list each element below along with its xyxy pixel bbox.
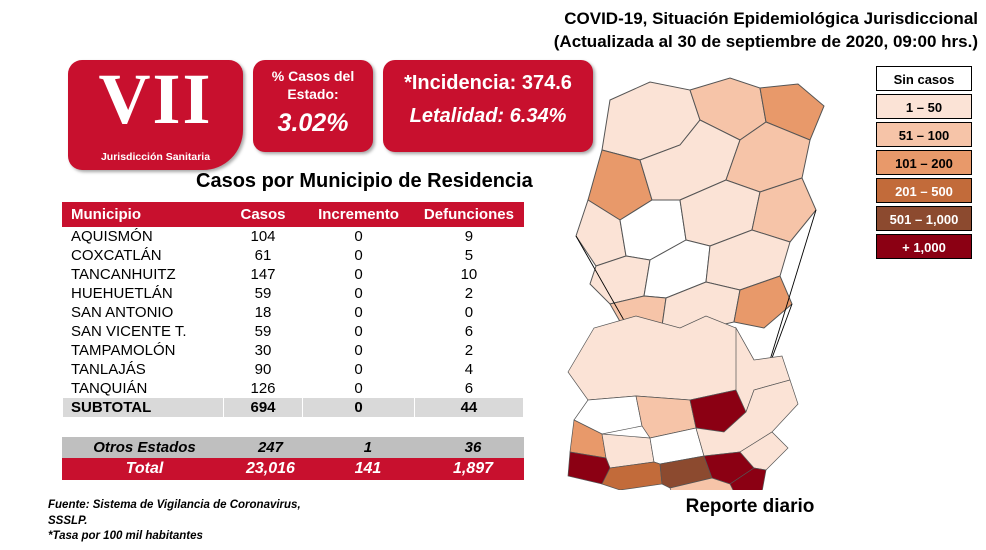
- legend-item: 1 – 50: [876, 94, 972, 119]
- table-row: [63, 227, 524, 247]
- cell-defunciones: 0: [414, 303, 523, 322]
- table-header-row: [63, 203, 524, 227]
- table-row: [63, 341, 524, 360]
- cell-defunciones: 4: [414, 360, 523, 379]
- title-line-1: COVID-19, Situación Epidemiológica Jurisdiccional: [564, 9, 978, 28]
- cell-municipio: HUEHUETLÁN: [63, 284, 224, 303]
- cell-incremento: 0: [303, 303, 415, 322]
- column-header-incremento: Incremento: [303, 203, 415, 227]
- state-region: [568, 316, 754, 400]
- lethality-value: Letalidad: 6.34%: [409, 105, 567, 127]
- cell-casos: 126: [223, 379, 302, 398]
- report-caption: Reporte diario: [685, 496, 815, 517]
- cell-subtotal-defunciones: 44: [414, 398, 523, 417]
- cell-defunciones: 6: [414, 322, 523, 341]
- cell-casos: 30: [223, 341, 302, 360]
- column-header-municipio: Municipio: [63, 203, 224, 227]
- cell-incremento: 0: [303, 265, 415, 284]
- table-row: [63, 379, 524, 398]
- map-legend: [876, 66, 972, 262]
- cell-incremento: 0: [303, 227, 415, 247]
- source-line-3: *Tasa por 100 mil habitantes: [48, 530, 203, 543]
- table-row-subtotal: [63, 398, 524, 417]
- summary-badges: [68, 60, 593, 170]
- cell-municipio: COXCATLÁN: [63, 246, 224, 265]
- cell-municipio: TANQUIÁN: [63, 379, 224, 398]
- cell-municipio: SAN VICENTE T.: [63, 322, 224, 341]
- cell-incremento: 0: [303, 284, 415, 303]
- cell-municipio: SAN ANTONIO: [63, 303, 224, 322]
- cell-total-defunciones: 1,897: [422, 458, 524, 480]
- cell-incremento: 0: [303, 379, 415, 398]
- legend-item: 101 – 200: [876, 150, 972, 175]
- cell-total-casos: 23,016: [227, 458, 314, 480]
- cell-otros-defunciones: 36: [422, 437, 524, 458]
- cases-by-municipality-table: [62, 202, 524, 417]
- state-percentage-badge: [253, 60, 373, 152]
- state-percentage-label: % Casos del Estado:: [271, 68, 355, 102]
- table-row-otros-estados: [62, 437, 524, 458]
- cell-municipio: AQUISMÓN: [63, 227, 224, 247]
- cell-municipio: TAMPAMOLÓN: [63, 341, 224, 360]
- cell-defunciones: 5: [414, 246, 523, 265]
- cell-incremento: 0: [303, 360, 415, 379]
- cell-incremento: 0: [303, 246, 415, 265]
- cell-municipio: TANLAJÁS: [63, 360, 224, 379]
- cell-incremento: 0: [303, 322, 415, 341]
- table-row-total: [62, 458, 524, 480]
- table-row: [63, 265, 524, 284]
- cell-total-label: Total: [62, 458, 227, 480]
- source-line-1: Fuente: Sistema de Vigilancia de Coronavirus,: [48, 499, 301, 511]
- cell-casos: 18: [223, 303, 302, 322]
- cell-otros-label: Otros Estados: [62, 437, 227, 458]
- legend-item: Sin casos: [876, 66, 972, 91]
- legend-item: 501 – 1,000: [876, 206, 972, 231]
- column-header-casos: Casos: [223, 203, 302, 227]
- cell-subtotal-label: SUBTOTAL: [63, 398, 224, 417]
- table-row: [63, 246, 524, 265]
- legend-item: 201 – 500: [876, 178, 972, 203]
- table-title: Casos por Municipio de Residencia: [196, 170, 533, 192]
- cell-defunciones: 2: [414, 284, 523, 303]
- cell-subtotal-casos: 694: [223, 398, 302, 417]
- cell-casos: 90: [223, 360, 302, 379]
- cell-otros-casos: 247: [227, 437, 314, 458]
- cell-casos: 104: [223, 227, 302, 247]
- cell-defunciones: 2: [414, 341, 523, 360]
- jurisdiction-map: [540, 60, 870, 490]
- cell-casos: 147: [223, 265, 302, 284]
- cell-incremento: 0: [303, 341, 415, 360]
- page-title: [378, 8, 978, 54]
- jurisdiction-label: Jurisdicción Sanitaria: [100, 151, 211, 163]
- cell-defunciones: 10: [414, 265, 523, 284]
- zoom-map-municipalities: [576, 78, 824, 332]
- table-row: [63, 322, 524, 341]
- cell-total-incremento: 141: [314, 458, 422, 480]
- column-header-defunciones: Defunciones: [414, 203, 523, 227]
- source-note: [48, 498, 378, 545]
- cell-casos: 59: [223, 322, 302, 341]
- legend-item: 51 – 100: [876, 122, 972, 147]
- table-row: [63, 303, 524, 322]
- cell-casos: 59: [223, 284, 302, 303]
- table-row: [63, 284, 524, 303]
- source-line-2: SSSLP.: [48, 514, 88, 527]
- totals-table: [62, 437, 524, 480]
- jurisdiction-badge: [68, 60, 243, 170]
- state-percentage-value: 3.02%: [277, 109, 349, 137]
- cell-subtotal-incremento: 0: [303, 398, 415, 417]
- legend-item: + 1,000: [876, 234, 972, 259]
- state-map: [568, 316, 798, 490]
- incidence-value: *Incidencia: 374.6: [404, 72, 572, 94]
- jurisdiction-number: VII: [98, 59, 213, 139]
- cell-municipio: TANCANHUITZ: [63, 265, 224, 284]
- title-line-2: (Actualizada al 30 de septiembre de 2020, 09:00 hrs.): [553, 31, 978, 51]
- cell-defunciones: 6: [414, 379, 523, 398]
- map-container: [540, 60, 870, 490]
- cell-casos: 61: [223, 246, 302, 265]
- cell-otros-incremento: 1: [314, 437, 422, 458]
- cell-defunciones: 9: [414, 227, 523, 247]
- table-row: [63, 360, 524, 379]
